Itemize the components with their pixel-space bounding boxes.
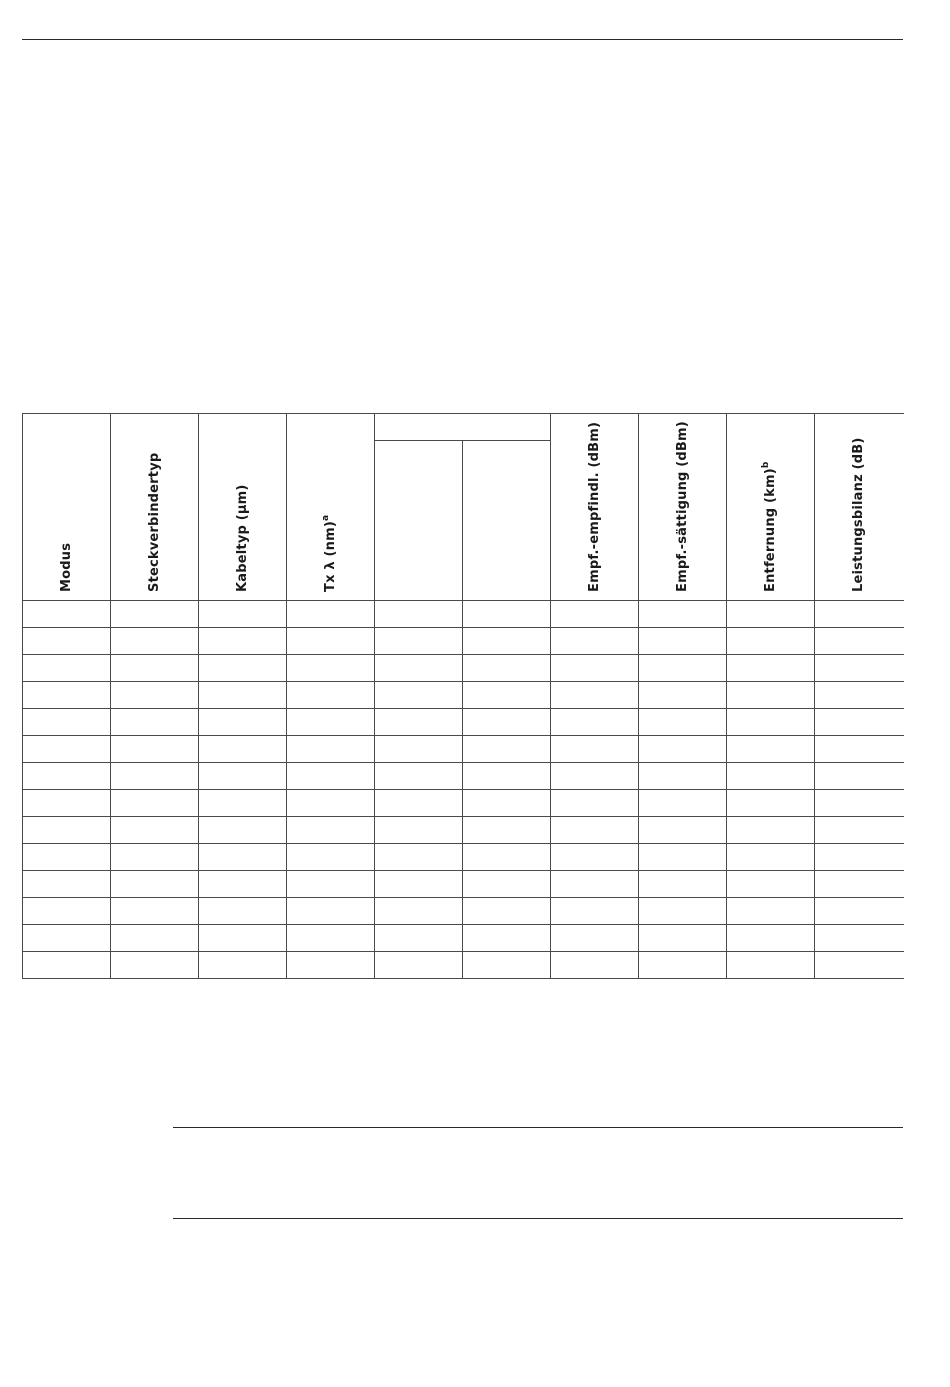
table-cell [199,925,287,952]
table-cell [199,682,287,709]
table-cell [199,628,287,655]
table-cell [551,763,639,790]
table-cell [287,736,375,763]
table-row [23,736,904,763]
table-cell [199,655,287,682]
table-cell [727,709,815,736]
table-cell [639,655,727,682]
table-cell [111,844,199,871]
table-cell [463,682,551,709]
table-cell [375,655,463,682]
table-cell [111,898,199,925]
table-cell [639,682,727,709]
table-cell [463,763,551,790]
table-cell [639,898,727,925]
table-cell [287,682,375,709]
table-cell [727,952,815,979]
table-cell [23,871,111,898]
column-header-saettigung [639,414,727,601]
table-cell [639,709,727,736]
table-cell [815,736,904,763]
column-header-entfernung [727,414,815,601]
table-cell [111,628,199,655]
table-cell [551,817,639,844]
table-cell [463,817,551,844]
table-cell [111,736,199,763]
table-cell [551,682,639,709]
column-header-label: Leistungsbilanz (dB) [851,437,867,592]
table-cell [375,925,463,952]
column-header-label: Modus [58,542,74,592]
table-cell [199,736,287,763]
table-cell [287,925,375,952]
table-cell [23,709,111,736]
table-cell [23,817,111,844]
table-cell [23,628,111,655]
table-cell [463,628,551,655]
table-cell [287,709,375,736]
table-cell [463,655,551,682]
table-cell [287,817,375,844]
table-cell [815,790,904,817]
header-rule [22,39,903,40]
table-cell [463,790,551,817]
table-cell [375,790,463,817]
table-cell [639,601,727,628]
table-cell [815,898,904,925]
tx-lambda-label: Tx λ (nm) [322,520,338,592]
table-cell [727,844,815,871]
table-cell [287,763,375,790]
table-cell [375,628,463,655]
table-cell [287,871,375,898]
table-cell [111,709,199,736]
table-cell [111,871,199,898]
table-cell [287,655,375,682]
column-header-kabeltyp [199,414,287,601]
table-cell [23,601,111,628]
column-header-label: Kabeltyp (µm) [234,484,250,592]
table-cell [23,925,111,952]
table-cell [199,871,287,898]
table-cell [463,736,551,763]
table-cell [463,898,551,925]
table-cell [815,952,904,979]
table-cell [727,817,815,844]
table-cell [727,790,815,817]
table-cell [815,682,904,709]
table-cell [111,925,199,952]
table-cell [287,601,375,628]
table-cell [375,952,463,979]
column-subheader-1 [375,441,463,601]
table-cell [199,709,287,736]
table-cell [727,736,815,763]
table-cell [815,628,904,655]
table-cell [375,817,463,844]
table-cell [23,655,111,682]
table-cell [639,871,727,898]
table-cell [23,736,111,763]
transceiver-spec-table [22,413,904,979]
column-header-empfindlichkeit [551,414,639,601]
column-header-label: Empf.-sättigung (dBm) [674,421,690,592]
table-row [23,898,904,925]
table-cell [551,628,639,655]
table-cell [23,682,111,709]
table-row [23,817,904,844]
column-header-label: Empf.-empfindl. (dBm) [586,421,602,592]
column-header-label [760,461,779,592]
table-cell [551,655,639,682]
table-cell [287,898,375,925]
table-cell [463,952,551,979]
table-cell [551,925,639,952]
table-cell [199,817,287,844]
table-cell [463,601,551,628]
table-cell [23,763,111,790]
table-cell [111,682,199,709]
table-cell [23,898,111,925]
table-cell [551,898,639,925]
table-row [23,844,904,871]
column-header-label: Steckverbindertyp [146,452,162,592]
table-cell [375,682,463,709]
table-cell [551,844,639,871]
table-row [23,628,904,655]
table-cell [287,844,375,871]
table-cell [375,709,463,736]
column-header-label [320,514,339,592]
table-cell [111,763,199,790]
table-cell [639,790,727,817]
table-cell [551,709,639,736]
table-cell [551,601,639,628]
column-header-tx-lambda [287,414,375,601]
table-cell [727,655,815,682]
table-cell [199,601,287,628]
table-cell [727,682,815,709]
table-cell [375,763,463,790]
table-cell [375,736,463,763]
table-cell [551,790,639,817]
footnote-rule-top [173,1127,903,1128]
table-cell [463,709,551,736]
table-row [23,601,904,628]
table-cell [463,925,551,952]
table-cell [815,871,904,898]
table-cell [287,790,375,817]
table-cell [375,871,463,898]
table-cell [815,763,904,790]
table-row [23,790,904,817]
table-cell [375,601,463,628]
table-row [23,682,904,709]
table-cell [199,790,287,817]
table-cell [815,655,904,682]
table-row [23,763,904,790]
table-cell [815,817,904,844]
table-cell [199,952,287,979]
table-cell [727,763,815,790]
table-cell [111,817,199,844]
column-header-leistungsbilanz [815,414,904,601]
table-cell [463,871,551,898]
table-row [23,952,904,979]
table-cell [23,844,111,871]
table-cell [815,925,904,952]
table-cell [551,871,639,898]
table-cell [551,736,639,763]
table-cell [199,898,287,925]
table-cell [727,871,815,898]
table-cell [815,709,904,736]
table-cell [639,763,727,790]
table-cell [639,628,727,655]
table-cell [287,628,375,655]
table-cell [639,817,727,844]
table-cell [639,925,727,952]
table-cell [727,898,815,925]
table-cell [727,925,815,952]
table-cell [727,601,815,628]
table-cell [199,844,287,871]
table-cell [199,763,287,790]
table-row [23,709,904,736]
table-row [23,655,904,682]
table-cell [815,844,904,871]
table-cell [639,952,727,979]
table-cell [287,952,375,979]
table-cell [375,898,463,925]
footnote-rule-bottom [173,1218,903,1219]
column-header-modus [23,414,111,601]
table-cell [639,844,727,871]
table-cell [23,790,111,817]
column-subheader-2 [463,441,551,601]
table-cell [551,952,639,979]
column-header-steckverbindertyp [111,414,199,601]
table-cell [815,601,904,628]
footnote-marker-a: a [320,514,331,521]
table-cell [111,601,199,628]
table-cell [111,655,199,682]
table-body [23,601,904,979]
table-cell [111,952,199,979]
table-cell [463,844,551,871]
table-cell [727,628,815,655]
table-row [23,871,904,898]
table-cell [639,736,727,763]
table-cell [23,952,111,979]
table-row [23,925,904,952]
entfernung-label: Entfernung (km) [762,468,778,592]
table-cell [111,790,199,817]
footnote-marker-b: b [760,461,771,469]
column-group-header [375,414,551,441]
table-cell [375,844,463,871]
